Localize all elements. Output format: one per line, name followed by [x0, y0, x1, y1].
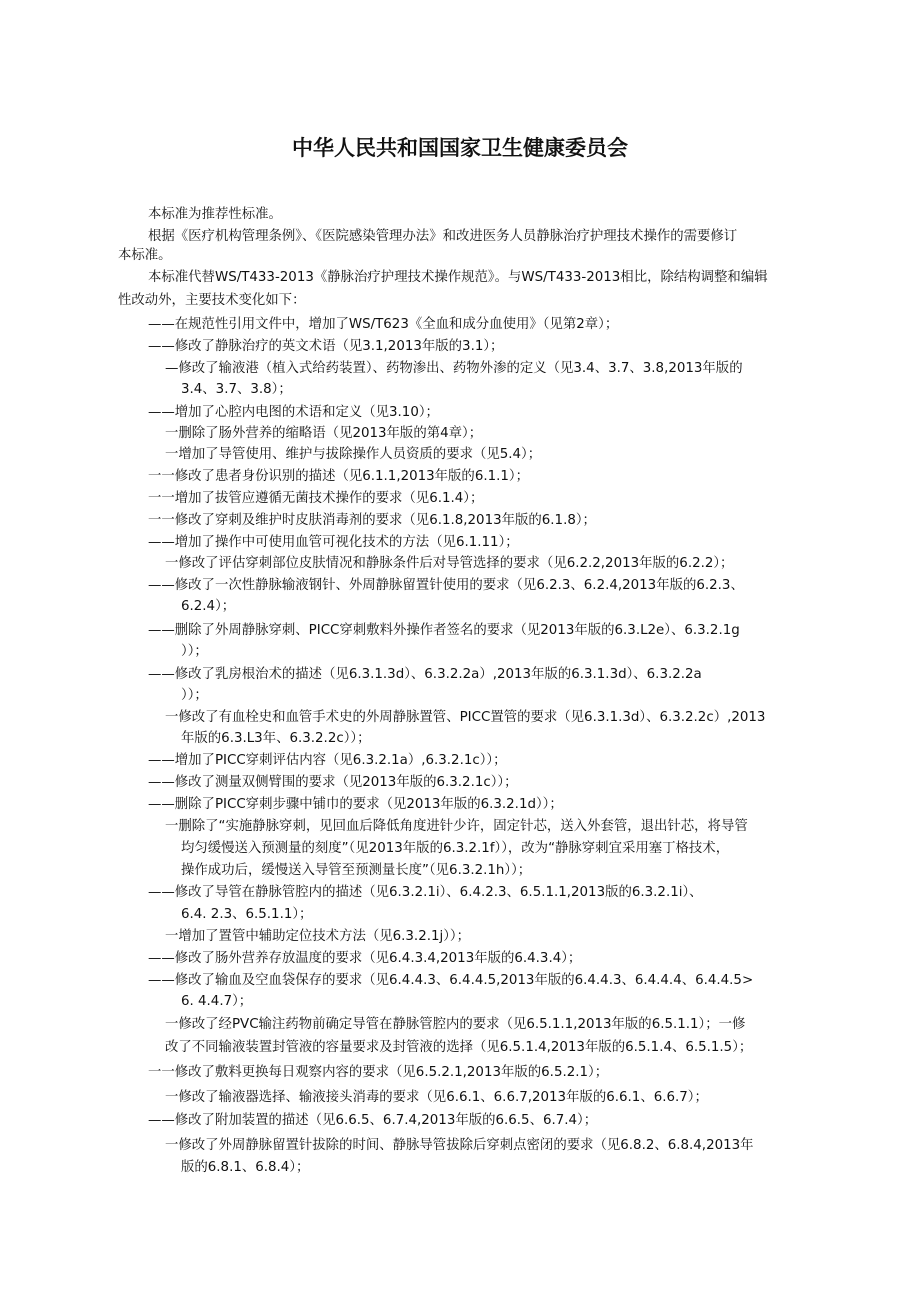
list-item: 一修改了外周静脉留置针拔除的时间、静脉导管拔除后穿刺点密闭的要求（见6.8.2、6.8.4,2013年 — [165, 1138, 754, 1153]
list-item: ——增加了操作中可使用血管可视化技术的方法（见6.1.11）； — [148, 535, 519, 550]
list-item: 一修改了评估穿刺部位皮肤情况和静脉条件后对导管选择的要求（见6.2.2,2013年版的6.2.2）； — [165, 556, 734, 571]
list-item-continuation: 操作成功后，缓慢送入导管至预测量长度”（见6.3.2.1h））； — [181, 863, 532, 878]
list-item-continuation: 均匀缓慢送入预测量的刻度”（见2013年版的6.3.2.1f）），改为“静脉穿刺宜采用塞丁格技术， — [181, 841, 730, 856]
list-item: 一增加了导管使用、维护与拔除操作人员资质的要求（见5.4）； — [165, 447, 542, 462]
text-line: 本标准为推荐性标准。 — [148, 207, 282, 222]
list-item: ——修改了输血及空血袋保存的要求（见6.4.4.3、6.4.4.5,2013年版的6.4.4.3、6.4.4.4、6.4.4.5> — [148, 973, 754, 988]
list-item: ——删除了外周静脉穿刺、PICC穿刺敷料外操作者签名的要求（见2013年版的6.3.L2e）、6.3.2.1g — [148, 623, 740, 638]
list-item: 一增加了置管中辅助定位技术方法（见6.3.2.1j））； — [165, 929, 470, 944]
list-item: ——在规范性引用文件中，增加了WS/T623《全血和成分血使用》（见第2章）； — [148, 317, 619, 332]
list-item: 一删除了“实施静脉穿刺，见回血后降低角度进针少许，固定针芯，送入外套管，退出针芯，将导管 — [165, 819, 748, 834]
list-item-continuation: 6. 4.4.7）； — [181, 994, 253, 1009]
list-item-continuation: 3.4、3.7、3.8）； — [181, 382, 292, 397]
list-item: ——修改了附加装置的描述（见6.6.5、6.7.4,2013年版的6.6.5、6.7.4）； — [148, 1113, 598, 1128]
list-item: ——修改了静脉治疗的英文术语（见3.1,2013年版的3.1）； — [148, 339, 504, 354]
list-item-continuation: 6.4. 2.3、6.5.1.1）； — [181, 907, 313, 922]
list-item-continuation: ））； — [181, 644, 208, 659]
list-item-continuation: 年版的6.3.L3年、6.3.2.2c））； — [181, 731, 371, 746]
list-item: ——修改了导管在静脉管腔内的描述（见6.3.2.1i）、6.4.2.3、6.5.1.1,2013版的6.3.2.1i）、 — [148, 885, 703, 900]
list-item: ——增加了心腔内电图的术语和定义（见3.10）； — [148, 405, 439, 420]
list-item-continuation: 6.2.4）； — [181, 599, 236, 614]
page-title: 中华人民共和国国家卫生健康委员会 — [292, 136, 628, 160]
list-item: ——增加了PICC穿刺评估内容（见6.3.2.1a）,6.3.2.1c））； — [148, 753, 507, 768]
list-item: 一修改了经PVC输注药物前确定导管在静脉管腔内的要求（见6.5.1.1,2013年版的6.5.1.1）；一修 — [165, 1017, 746, 1032]
text-line: 本标准。 — [118, 248, 172, 263]
list-item: 一一修改了敷料更换每日观察内容的要求（见6.5.2.1,2013年版的6.5.2.1）； — [148, 1065, 609, 1080]
list-item: ——修改了测量双侧臂围的要求（见2013年版的6.3.2.1c））； — [148, 775, 518, 790]
list-item: 一一增加了拔管应遵循无菌技术操作的要求（见6.1.4）； — [148, 491, 484, 506]
list-item: ——删除了PICC穿刺步骤中铺巾的要求（见2013年版的6.3.2.1d））； — [148, 797, 563, 812]
text-line: 性改动外，主要技术变化如下： — [118, 293, 306, 308]
list-item: ——修改了一次性静脉输液钢针、外周静脉留置针使用的要求（见6.2.3、6.2.4,2013年版的6.2.3、 — [148, 578, 744, 593]
list-item: ——修改了肠外营养存放温度的要求（见6.4.3.4,2013年版的6.4.3.4）； — [148, 951, 582, 966]
list-item: 一删除了肠外营养的缩略语（见2013年版的第4章）； — [165, 426, 483, 441]
list-item: ——修改了乳房根治术的描述（见6.3.1.3d）、6.3.2.2a）,2013年版的6.3.1.3d）、6.3.2.2a — [148, 667, 702, 682]
text-line: 本标准代替WS/T433-2013《静脉治疗护理技术操作规范》。与WS/T433-2013相比，除结构调整和编辑 — [148, 270, 768, 285]
list-item-continuation: 版的6.8.1、6.8.4）； — [181, 1160, 310, 1175]
list-item: 一一修改了患者身份识别的描述（见6.1.1,2013年版的6.1.1）； — [148, 469, 529, 484]
list-item: 一修改了输液器选择、输液接头消毒的要求（见6.6.1、6.6.7,2013年版的6.6.1、6.6.7）； — [165, 1090, 708, 1105]
text-line: 根据《医疗机构管理条例》、《医院感染管理办法》和改进医务人员静脉治疗护理技术操作的需要修订 — [148, 229, 738, 244]
list-item: 改了不同输液装置封管液的容量要求及封管液的选择（见6.5.1.4,2013年版的6.5.1.4、6.5.1.5）； — [165, 1040, 753, 1055]
list-item: —修改了输液港（植入式给药装置）、药物渗出、药物外渗的定义（见3.4、3.7、3.8,2013年版的 — [165, 361, 743, 376]
list-item: 一一修改了穿刺及维护时皮肤消毒剂的要求（见6.1.8,2013年版的6.1.8）； — [148, 513, 596, 528]
list-item-continuation: ））； — [181, 688, 208, 703]
list-item: 一修改了有血栓史和血管手术史的外周静脉置管、PICC置管的要求（见6.3.1.3d）、6.3.2.2c）,2013 — [165, 710, 766, 725]
